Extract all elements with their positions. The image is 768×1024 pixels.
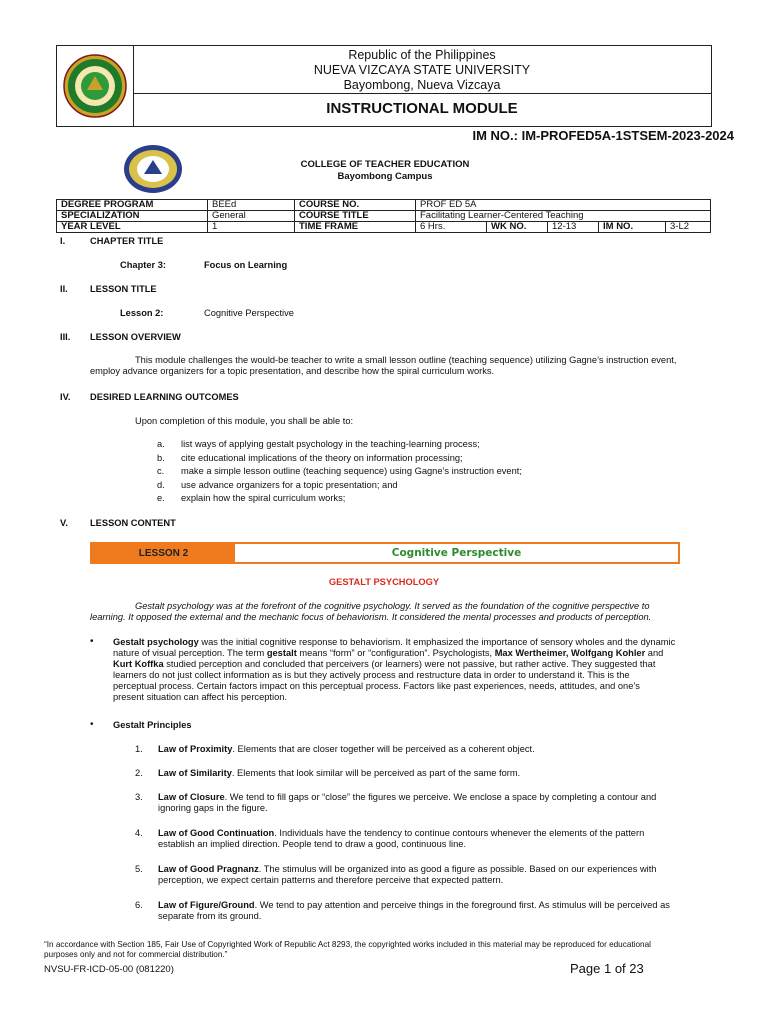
- section-learning-outcomes: IV. DESIRED LEARNING OUTCOMES: [60, 392, 239, 402]
- lesson-banner: [90, 542, 680, 564]
- im-no-label: IM NO.: [599, 222, 666, 233]
- course-info-table: [56, 199, 711, 233]
- lesson-line: Lesson 2: Cognitive Perspective: [120, 308, 294, 318]
- outcome-item: c. make a simple lesson outline (teaching sequence) using Gagne’s instruction event;: [157, 466, 522, 477]
- bullet-dot: •: [90, 636, 94, 647]
- outcome-item: d. use advance organizers for a topic presentation; and: [157, 479, 398, 490]
- degree-program-value: BEEd: [208, 200, 295, 211]
- overview-paragraph: This module challenges the would-be teacher to write a small lesson outline (teaching sequence) utilizing Gagne’s instruction event, employ advance organizers for a topic presentation, and describe how the spiral curriculum works.: [90, 355, 677, 376]
- bullet-dot: •: [90, 719, 94, 730]
- page-number: Page 1 of 23: [570, 961, 644, 976]
- time-frame-value: 6 Hrs.: [416, 222, 487, 233]
- course-no-label: COURSE NO.: [295, 200, 416, 211]
- gestalt-principles-title: Gestalt Principles: [113, 720, 192, 730]
- college-name: COLLEGE OF TEACHER EDUCATION: [300, 159, 470, 170]
- chapter-line: Chapter 3: Focus on Learning: [120, 260, 288, 270]
- law-item: 6. Law of Figure/Ground. We tend to pay attention and perceive things in the foreground first. As stimulus will be perceived as separate from its ground.: [135, 900, 670, 921]
- copyright-note: “In accordance with Section 185, Fair Use of Copyrighted Work of Republic Act 8293, the copyrighted works included in this material may be reproduced for educational purposes only and not for commercial distribution.”: [44, 940, 651, 959]
- im-no-value: 3-L2: [666, 222, 711, 233]
- specialization-label: SPECIALIZATION: [57, 211, 208, 222]
- lesson-banner-title: Cognitive Perspective: [391, 547, 522, 559]
- wk-no-value: 12-13: [548, 222, 599, 233]
- section-lesson-content: V. LESSON CONTENT: [60, 518, 176, 528]
- university-seal-icon: [57, 46, 133, 126]
- lesson-banner-number: LESSON 2: [92, 544, 235, 562]
- specialization-value: General: [208, 211, 295, 222]
- law-item: 4. Law of Good Continuation. Individuals have the tendency to continue contours whenever the elements of the pattern establish an implied direction. People tend to draw a good, continuous line.: [135, 828, 645, 849]
- module-title: INSTRUCTIONAL MODULE: [326, 100, 518, 117]
- header-location: Bayombong, Nueva Vizcaya: [343, 78, 501, 92]
- header-university: NUEVA VIZCAYA STATE UNIVERSITY: [313, 63, 531, 77]
- wk-no-label: WK NO.: [487, 222, 548, 233]
- law-item: 5. Law of Good Pragnanz. The stimulus will be organized into as good a figure as possible. Based on our experiences with perception, we expect certain patterns and therefore perceive that expected pattern.: [135, 864, 657, 885]
- university-seal-cell: [57, 46, 134, 126]
- college-campus: Bayombong Campus: [337, 171, 433, 182]
- form-code: NVSU-FR-ICD-05-00 (081220): [44, 964, 174, 975]
- content-heading: GESTALT PSYCHOLOGY: [328, 577, 440, 587]
- section-chapter-title: I. CHAPTER TITLE: [60, 236, 164, 246]
- course-no-value: PROF ED 5A: [416, 200, 711, 211]
- section-lesson-title: II. LESSON TITLE: [60, 284, 157, 294]
- gestalt-psychology-paragraph: Gestalt psychology was the initial cognitive response to behaviorism. It emphasized the importance of sensory wholes and the dynamic nature of visual perception. The term gestalt means “form” or “configuration”. Psychologists, Max Wertheimer, Wolfgang Kohler and Kurt Koffka studied perception and concluded that perceivers (or learners) were not passive, but rather active. They suggested that learners do not just collect information as is but they actively process and restructure data in order to understand it. This is the perceptual process. Certain factors impact on this perceptual process. Factors like past experiences, needs, attitudes, and one’s present situation can affect his perception.: [113, 637, 676, 702]
- intro-paragraph: Gestalt psychology was at the forefront of the cognitive psychology. It served as the foundation of the cognitive perspective to learning. It opposed the external and the mechanic focus of behaviorism. It considered the mental processes and products of perception.: [90, 601, 652, 622]
- time-frame-label: TIME FRAME: [295, 222, 416, 233]
- header-republic: Republic of the Philippines: [348, 48, 496, 62]
- im-number: IM NO.: IM-PROFED5A-1STSEM-2023-2024: [472, 128, 734, 143]
- outcomes-intro: Upon completion of this module, you shall be able to:: [135, 416, 354, 426]
- year-level-label: YEAR LEVEL: [57, 222, 208, 233]
- course-title-value: Facilitating Learner-Centered Teaching: [416, 211, 711, 222]
- degree-program-label: DEGREE PROGRAM: [57, 200, 208, 211]
- course-title-label: COURSE TITLE: [295, 211, 416, 222]
- section-lesson-overview: III. LESSON OVERVIEW: [60, 332, 181, 342]
- college-logo: [122, 144, 184, 199]
- law-item: 1. Law of Proximity. Elements that are closer together will be perceived as a coherent object.: [135, 744, 535, 754]
- outcome-item: b. cite educational implications of the theory on information processing;: [157, 452, 463, 463]
- outcome-item: a. list ways of applying gestalt psychology in the teaching-learning process;: [157, 439, 480, 449]
- law-item: 3. Law of Closure. We tend to fill gaps or “close” the figures we perceive. We enclose a space by completing a contour and ignoring gaps in the figure.: [135, 792, 657, 813]
- year-level-value: 1: [208, 222, 295, 233]
- university-header: [56, 45, 712, 127]
- outcomes-list: [157, 439, 522, 507]
- outcome-item: e. explain how the spiral curriculum works;: [157, 493, 346, 504]
- college-seal-icon: [122, 144, 184, 194]
- law-item: 2. Law of Similarity. Elements that look similar will be perceived as part of the same form.: [135, 768, 521, 778]
